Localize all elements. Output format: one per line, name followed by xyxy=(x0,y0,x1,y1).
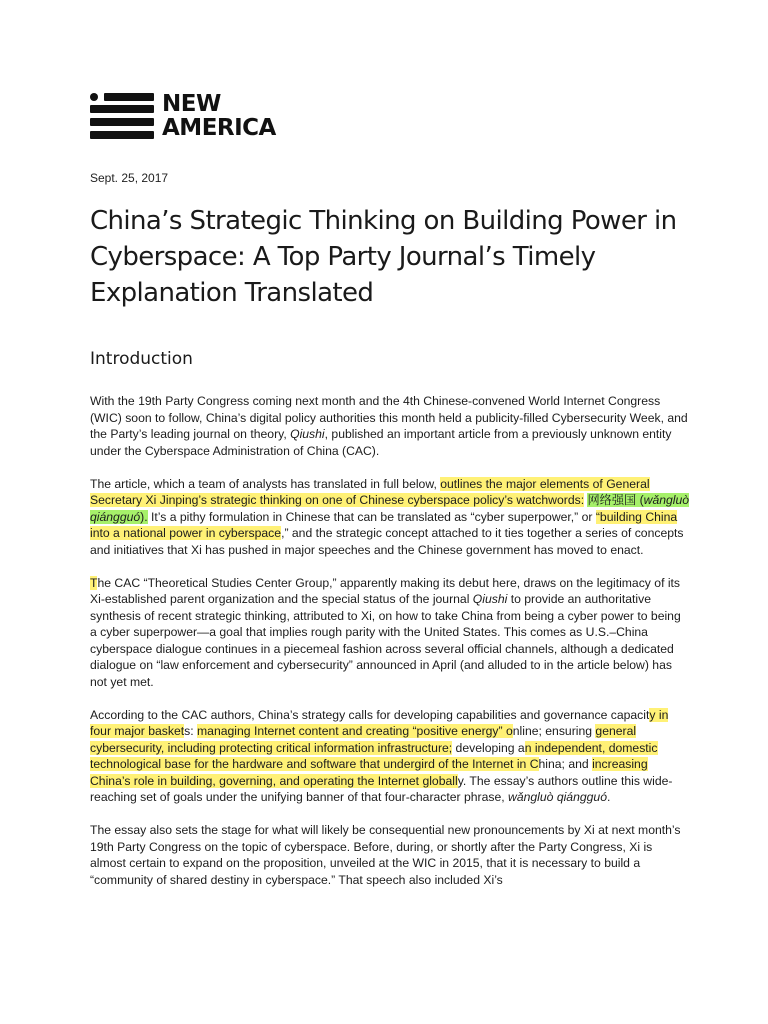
paragraph xyxy=(90,393,690,459)
paragraph xyxy=(90,575,690,691)
highlighted-text: “building China into a national power in cyberspace xyxy=(90,509,678,540)
section-heading: Introduction xyxy=(90,349,193,369)
highlighted-text: n independent, domestic technological base for the hardware and software that undergird of the Internet in C xyxy=(90,740,658,771)
highlighted-text: increasing China’s role in building, governing, and operating the Internet globall xyxy=(90,757,648,788)
text-segment: According to the CAC authors, China’s strategy calls for developing capabilities and governance capacit xyxy=(90,707,650,722)
italic-text: Qiushi xyxy=(290,427,325,441)
new-america-logo xyxy=(90,90,690,142)
text-segment: to provide an authoritative synthesis of recent strategic thinking, attributed to Xi, on how to take China from being a cyber power to being a cyber superpower—a goal that implies rough parity with the United States. This comes as U.S.–China cyberspace dialogue continues in a piecemeal fashion across several official channels, although a dedicated dialogue on “law enforcement and cybersecurity” announced in April (and alluded to in the article below) has not yet met. xyxy=(90,592,681,689)
text-segment: With the 19th Party Congress coming next month and the 4th Chinese-convened World Internet Congress (WIC) soon to follow, China’s digital policy authorities this month held a publicity-filled Cybersecurity Week, and the Party’s leading journal on theory, xyxy=(90,394,688,441)
highlighted-term: wǎngluò qiángguó xyxy=(90,493,690,524)
text-segment: y. The essay’s authors outline this wide-reaching set of goals under the unifying banner of that four-character phrase, xyxy=(90,773,673,804)
text-segment: , published an important article from a previously unknown entity under the Cyberspace Administration of China (CAC). xyxy=(90,427,672,458)
text-segment: The article, which a team of analysts has translated in full below, xyxy=(90,476,441,491)
highlighted-term: ). xyxy=(140,509,148,524)
paragraph xyxy=(90,476,690,559)
logo-line-2: AMERICA xyxy=(162,115,276,141)
text-segment: It’s a pithy formulation in Chinese that can be translated as “cyber superpower,” or xyxy=(147,509,596,524)
logo-wordmark xyxy=(162,92,276,140)
paragraph xyxy=(90,707,690,806)
highlighted-term: 网络强国 ( xyxy=(587,493,644,507)
highlighted-text: managing Internet content and creating “positive energy” o xyxy=(197,724,513,738)
highlighted-text: general cybersecurity, including protecting critical information infrastructure; xyxy=(90,724,637,755)
article-title: China’s Strategic Thinking on Building Power in Cyberspace: A Top Party Journal’s Timely Explanation Translated xyxy=(90,206,677,308)
italic-text: Qiushi xyxy=(472,592,508,606)
italic-text: wǎngluò qiángguó xyxy=(508,790,607,804)
text-segment: ,” and the strategic concept attached to it ties together a series of concepts and initiatives that Xi has pushed in major speeches and the Chinese government has moved to enact. xyxy=(90,526,684,557)
document-page xyxy=(90,90,690,888)
text-segment: he CAC “Theoretical Studies Center Group,” apparently making its debut here, draws on the legitimacy of its Xi-established parent organization and the special status of the journal xyxy=(90,575,681,606)
text-segment: developing a xyxy=(452,740,525,755)
logo-bars-icon xyxy=(90,90,154,142)
text-segment: nline; ensuring xyxy=(512,724,596,738)
highlighted-text: outlines the major elements of General Secretary Xi Jinping’s strategic thinking on one of Chinese cyberspace policy’s watchwords: xyxy=(90,476,650,507)
text-segment: s: xyxy=(184,724,198,738)
text-segment: hina; and xyxy=(538,757,593,771)
publication-date: Sept. 25, 2017 xyxy=(90,171,169,185)
text-segment: . xyxy=(606,790,611,804)
logo-line-1: NEW xyxy=(162,91,221,117)
paragraph xyxy=(90,822,690,888)
text-segment: The essay also sets the stage for what will likely be consequential new pronouncements by Xi at next month’s 19th Party Congress on the topic of cyberspace. Before, during, or shortly after the Party Congress, Xi is almost certain to expand on the proposition, unveiled at the WIC in 2015, that it is necessary to build a “community of shared destiny in cyberspace.” That speech also included Xi’s xyxy=(90,823,681,887)
highlighted-text: y in four major basket xyxy=(90,707,669,738)
highlighted-text: T xyxy=(90,575,98,590)
